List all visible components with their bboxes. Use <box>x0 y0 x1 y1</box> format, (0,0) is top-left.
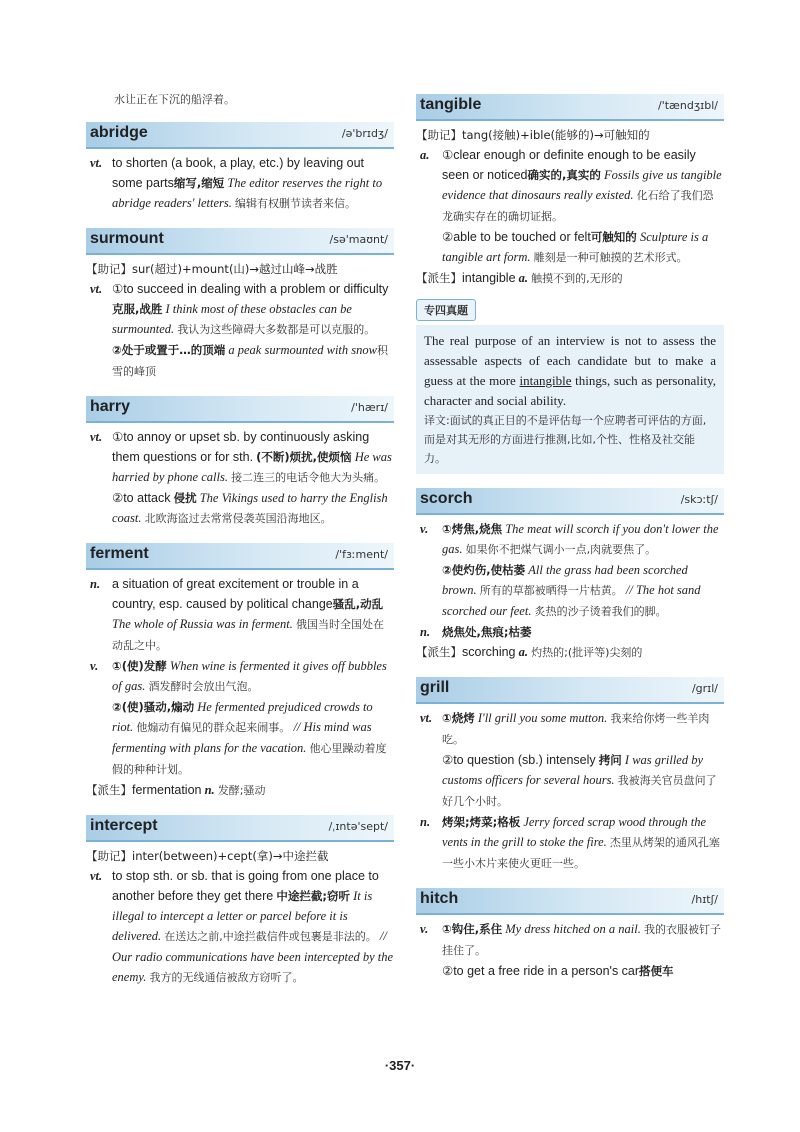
phonetic: /sə'maʊnt/ <box>329 233 388 246</box>
definition: ②处于或置于…的顶端 a peak surmounted with snow积雪的峰顶 <box>112 343 388 378</box>
headword: scorch <box>420 490 473 507</box>
phonetic: /'fɜːment/ <box>335 548 388 561</box>
definition: n. 烧焦处,焦痕;枯萎 <box>420 625 532 639</box>
phonetic: /skɔːtʃ/ <box>680 493 718 506</box>
entry-grill <box>416 677 724 874</box>
definition: v. ①(使)发酵 When wine is fermented it gives off bubbles of gas. 酒发酵时会放出气泡。 <box>90 659 387 693</box>
derivative: 【派生】scorching a. 灼热的;(批评等)尖刻的 <box>416 645 643 659</box>
exam-box <box>416 325 724 474</box>
headword: tangible <box>420 96 482 113</box>
entry-header <box>86 396 394 423</box>
entry-surmount <box>86 228 394 382</box>
definition: ②使灼伤,使枯萎 All the grass had been scorched brown. 所有的草都被晒得一片枯黄。 // The hot sand scorched our feet. 炙热的沙子烫着我们的脚。 <box>442 563 701 618</box>
definition: n. a situation of great excitement or trouble in a country, esp. caused by political change骚乱,动乱 The whole of Russia was in ferment. 俄国当时全国处在动乱之中。 <box>90 577 385 652</box>
exam-tag: 专四真题 <box>416 299 476 321</box>
mnemonic: 【助记】sur(超过)+mount(山)→越过山峰→战胜 <box>86 262 338 276</box>
entry-harry <box>86 396 394 529</box>
entry-scorch <box>416 488 724 663</box>
definition: ②(使)骚动,煽动 He fermented prejudiced crowds to riot. 他煽动有偏见的群众起来闹事。 // His mind was fermenting with plans for the vacation. 他心里躁动着度假的种种计划。 <box>112 700 387 776</box>
entry-abridge <box>86 122 394 214</box>
exam-text: The real purpose of an interview is not to assess the assessable aspects of each candidate but to make a guess at the more intangible things, such as personality, character and social ability. <box>424 333 716 408</box>
phonetic: /ˌɪntə'sept/ <box>328 820 388 833</box>
headword: harry <box>90 398 131 415</box>
definition: vt. ①烧烤 I'll grill you some mutton. 我来给你烤一些羊肉吃。 <box>420 711 710 746</box>
mnemonic: 【助记】tang(接触)+ible(能够的)→可触知的 <box>416 128 650 142</box>
entry-header <box>416 677 724 704</box>
definition: ②to attack 侵扰 The Vikings used to harry the English coast. 北欧海盗过去常常侵袭英国沿海地区。 <box>112 491 388 525</box>
phonetic: /grɪl/ <box>691 682 718 695</box>
entry-header <box>86 815 394 842</box>
entry-header <box>416 888 724 915</box>
definition: v. ①烤焦,烧焦 The meat will scorch if you don't lower the gas. 如果你不把煤气调小一点,肉就要焦了。 <box>420 522 719 556</box>
page-number: ·357· <box>384 1058 416 1073</box>
entry-tangible <box>416 94 724 474</box>
entry-ferment <box>86 543 394 801</box>
definition: n. 烤架;烤菜;格板 Jerry forced scrap wood through the vents in the grill to stoke the fire. 杰里从烤架的通风孔塞一些小木片来使火更旺一些。 <box>420 815 720 870</box>
headword: hitch <box>420 890 459 907</box>
right-column <box>416 94 724 981</box>
definition: ②to question (sb.) intensely 拷问 I was grilled by customs officers for several hours. 我被海关官员盘问了好几个小时。 <box>442 753 717 808</box>
definition: ②to get a free ride in a person's car搭便车 <box>442 964 674 978</box>
entry-header <box>416 488 724 515</box>
entry-intercept <box>86 815 394 988</box>
entry-header <box>86 122 394 149</box>
entry-hitch <box>416 888 724 981</box>
left-column <box>86 90 394 988</box>
headword: intercept <box>90 817 158 834</box>
definition: vt. ①to succeed in dealing with a problem or difficulty克服,战胜 I think most of these obstacles can be surmounted. 我认为这些障碍大多数都是可以克服的。 <box>90 282 389 336</box>
headword: grill <box>420 679 450 696</box>
definition: v. ①钩住,系住 My dress hitched on a nail. 我的衣服被钉子挂住了。 <box>420 922 721 957</box>
definition: a. ①clear enough or definite enough to be easily seen or noticed确实的,真实的 Fossils give us tangible evidence that dinosaurs really existed. 化石给了我们恐龙确实存在的确切证据。 <box>420 148 722 223</box>
definition: vt. ①to annoy or upset sb. by continuously asking them questions or for sth. (不断)烦扰,使烦恼 He was harried by phone calls. 接二连三的电话令他大为头痛。 <box>90 430 392 484</box>
phonetic: /ə'brɪdʒ/ <box>341 127 388 140</box>
phonetic: /hɪtʃ/ <box>691 893 718 906</box>
derivative: 【派生】intangible a. 触摸不到的,无形的 <box>416 271 623 285</box>
top-line: 水让正在下沉的船浮着。 <box>114 93 235 106</box>
derivative: 【派生】fermentation n. 发酵;骚动 <box>86 783 266 797</box>
entry-header <box>416 94 724 121</box>
phonetic: /'hærɪ/ <box>351 401 388 414</box>
definition: vt. to shorten (a book, a play, etc.) by leaving out some parts缩写,缩短 The editor reserves the right to abridge readers' letters. 编辑有权删节读者来信。 <box>90 156 383 210</box>
definition: vt. to stop sth. or sb. that is going from one place to another before they get there 中途拦截;窃听 It is illegal to intercept a letter or parcel before it is delivered. 在送达之前,中途拦截信件或包裹是非法的。 // Our radio communications have been intercepted by the enemy. 我方的无线通信被敌方窃听了。 <box>90 869 394 984</box>
mnemonic: 【助记】inter(between)+cept(拿)→中途拦截 <box>86 849 329 863</box>
definition: ②able to be touched or felt可触知的 Sculpture is a tangible art form. 雕刻是一种可触摸的艺术形式。 <box>442 230 709 264</box>
entry-header <box>86 228 394 255</box>
headword: abridge <box>90 124 148 141</box>
entry-header <box>86 543 394 570</box>
headword: ferment <box>90 545 149 562</box>
phonetic: /'tændʒɪbl/ <box>658 99 718 112</box>
headword: surmount <box>90 230 164 247</box>
exam-translation: 译文:面试的真正目的不是评估每一个应聘者可评估的方面,而是对其无形的方面进行推测,比如,个性、性格及社交能力。 <box>424 414 707 465</box>
